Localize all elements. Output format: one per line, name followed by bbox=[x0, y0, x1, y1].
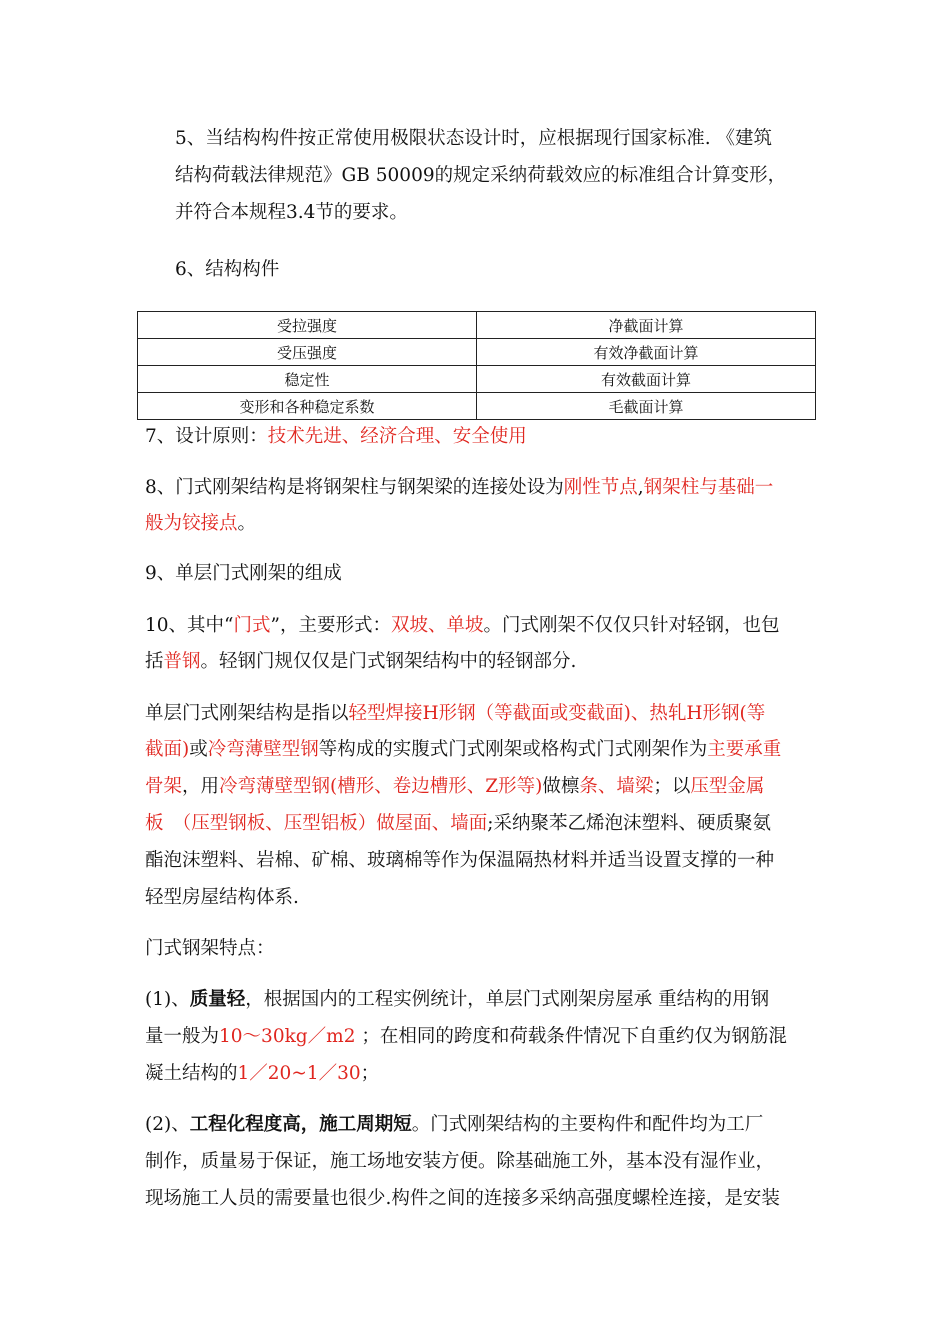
paragraph-6-heading: 6、结构构件 bbox=[175, 259, 280, 280]
paragraph-5-line-1: 5、当结构构件按正常使用极限状态设计时，应根据现行国家标准. 《建筑 bbox=[175, 128, 773, 149]
text-run: (2)、 bbox=[145, 1114, 190, 1135]
highlight-text: 截面) bbox=[145, 739, 190, 760]
text-run: 。门式刚架不仅仅只针对轻钢，也包 bbox=[483, 615, 780, 636]
text-run: ，根据国内的工程实例统计，单层门式刚架房屋承 重结构的用钢 bbox=[245, 989, 770, 1010]
highlight-text: 门式 bbox=[233, 615, 271, 636]
text-run: 8、门式刚架结构是将钢架柱与钢架梁的连接处设为 bbox=[145, 477, 564, 498]
text-run: 量一般为 bbox=[145, 1026, 220, 1047]
table-row bbox=[138, 366, 816, 393]
table-row bbox=[138, 312, 816, 339]
table-cell: 受压强度 bbox=[138, 339, 477, 366]
features-heading: 门式钢架特点： bbox=[145, 938, 275, 959]
text-run: 括 bbox=[145, 651, 164, 672]
paragraph-9: 9、单层门式刚架的组成 bbox=[145, 563, 342, 584]
paragraph-5-line-3: 并符合本规程3.4节的要求。 bbox=[175, 202, 408, 223]
highlight-text: 冷弯薄壁型钢(槽形、卷边槽形、Z形等) bbox=[219, 776, 543, 797]
paragraph-10-line-1 bbox=[145, 614, 780, 638]
feature-1-line-2 bbox=[145, 1025, 787, 1049]
paragraph-10-line-2 bbox=[145, 650, 576, 674]
highlight-text: 1／20~1／30 bbox=[237, 1063, 361, 1084]
highlight-text: 般为铰接点 bbox=[145, 513, 238, 534]
highlight-text: 轻型焊接H形钢（等截面或变截面)、热轧H形钢(等 bbox=[348, 703, 766, 724]
text-run: 凝土结构的 bbox=[145, 1063, 238, 1084]
table-cell: 稳定性 bbox=[138, 366, 477, 393]
text-run: , bbox=[637, 477, 644, 498]
text-run: 等构成的实腹式门式刚架或格构式门式刚架作为 bbox=[318, 739, 708, 760]
highlight-text: 10～30kg／m2 bbox=[219, 1026, 356, 1047]
feature-2-line-1 bbox=[145, 1113, 763, 1137]
structure-member-table bbox=[137, 311, 816, 420]
paragraph-11-line-4 bbox=[145, 812, 771, 836]
text-run: 。 bbox=[237, 513, 257, 534]
bold-text: 质量轻 bbox=[189, 989, 246, 1010]
paragraph-11-line-2 bbox=[145, 738, 781, 762]
table-cell: 有效净截面计算 bbox=[477, 339, 816, 366]
highlight-text: 冷弯薄壁型钢 bbox=[207, 739, 319, 760]
table-row bbox=[138, 393, 816, 420]
text-run: ，用 bbox=[182, 776, 220, 797]
paragraph-8-line-2 bbox=[145, 512, 256, 536]
highlight-text: 板 （压型钢板、压型铝板）做屋面、墙面 bbox=[145, 813, 488, 834]
highlight-text: 刚性节点 bbox=[563, 477, 638, 498]
highlight-text: 双坡、单坡 bbox=[390, 615, 484, 636]
paragraph-11-line-3 bbox=[145, 775, 764, 799]
highlight-text: 钢架柱与基础一 bbox=[643, 477, 774, 498]
table-cell: 变形和各种稳定系数 bbox=[138, 393, 477, 420]
text-run: ；在相同的跨度和荷载条件情况下自重约仅为钢筋混 bbox=[355, 1026, 787, 1047]
text-run: ；以 bbox=[653, 776, 691, 797]
text-run: 或 bbox=[189, 739, 208, 760]
feature-1-line-1 bbox=[145, 988, 769, 1012]
bold-text: 工程化程度高，施工周期短 bbox=[189, 1114, 412, 1135]
highlight-text: 技术先进、经济合理、安全使用 bbox=[267, 426, 527, 447]
text-run: 。门式刚架结构的主要构件和配件均为工厂 bbox=[411, 1114, 764, 1135]
text-run: ”，主要形式： bbox=[270, 615, 391, 636]
table-cell: 受拉强度 bbox=[138, 312, 477, 339]
text-run: 做檩 bbox=[542, 776, 580, 797]
text-run: 10、其中“ bbox=[145, 615, 234, 636]
feature-1-line-3 bbox=[145, 1062, 379, 1086]
feature-2-line-2: 制作，质量易于保证，施工场地安装方便。除基础施工外，基本没有湿作业， bbox=[145, 1151, 775, 1172]
highlight-text: 条、墙梁 bbox=[579, 776, 654, 797]
text-run: 7、设计原则： bbox=[145, 426, 268, 447]
paragraph-7 bbox=[145, 425, 527, 449]
text-run: (1)、 bbox=[145, 989, 190, 1010]
paragraph-11-line-1 bbox=[145, 702, 765, 726]
text-run: ;采纳聚苯乙烯泡沫塑料、硬质聚氨 bbox=[487, 813, 771, 834]
paragraph-11-line-5: 酯泡沫塑料、岩棉、矿棉、玻璃棉等作为保温隔热材料并适当设置支撑的一种 bbox=[145, 850, 775, 871]
table-cell: 有效截面计算 bbox=[477, 366, 816, 393]
table-cell: 毛截面计算 bbox=[477, 393, 816, 420]
paragraph-5-line-2: 结构荷载法律规范》GB 50009的规定采纳荷载效应的标准组合计算变形， bbox=[175, 165, 787, 186]
table-cell: 净截面计算 bbox=[477, 312, 816, 339]
text-run: 。轻钢门规仅仅是门式钢架结构中的轻钢部分. bbox=[200, 651, 577, 672]
highlight-text: 主要承重 bbox=[707, 739, 782, 760]
highlight-text: 普钢 bbox=[163, 651, 201, 672]
paragraph-11-line-6: 轻型房屋结构体系. bbox=[145, 887, 299, 908]
paragraph-8-line-1 bbox=[145, 476, 773, 500]
table-row bbox=[138, 339, 816, 366]
feature-2-line-3: 现场施工人员的需要量也很少.构件之间的连接多采纳高强度螺栓连接，是安装 bbox=[145, 1188, 780, 1209]
highlight-text: 压型金属 bbox=[690, 776, 765, 797]
text-run: 单层门式刚架结构是指以 bbox=[145, 703, 349, 724]
highlight-text: 骨架 bbox=[145, 776, 183, 797]
text-run: ； bbox=[360, 1063, 380, 1084]
